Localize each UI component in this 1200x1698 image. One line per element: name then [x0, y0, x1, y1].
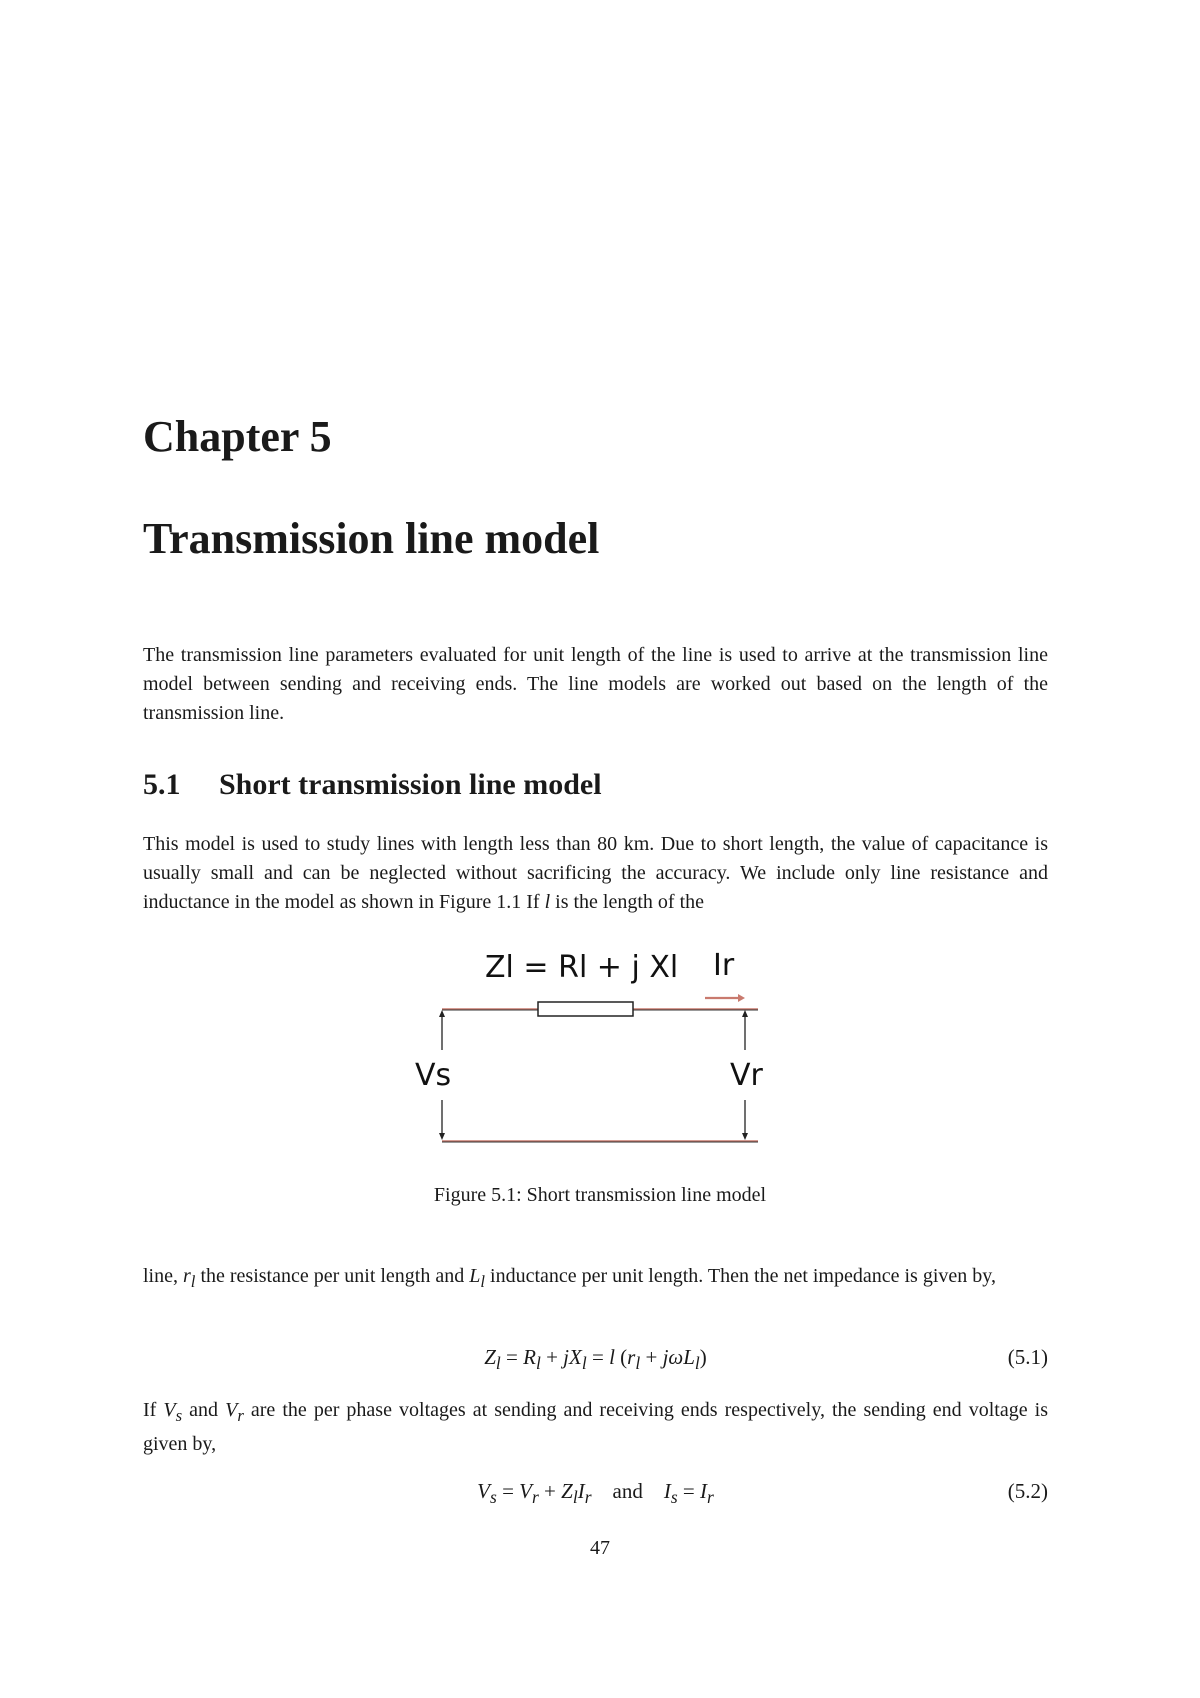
section-paragraph-2: line, $r_l$ the resistance per unit length and $L_l$ inductance per unit length. Then the net impedance is given by, — [143, 1265, 996, 1291]
section-paragraph-3: If $V_s$ and $V_r$ are the per phase voltages at sending and receiving ends respectively, the sending end voltage is given by, — [143, 1399, 1048, 1455]
section-title: Short transmission line model — [219, 768, 602, 801]
sending-voltage-label: Vs — [415, 1058, 452, 1093]
equation-5-2 — [143, 1476, 1048, 1506]
short-line-circuit-figure — [415, 945, 780, 1145]
chapter-label: Chapter 5 — [143, 412, 332, 461]
circuit-diagram — [415, 945, 780, 1145]
section-number: 5.1 — [143, 768, 181, 801]
equation-number: (5.1) — [1007, 1345, 1048, 1369]
figure-caption: Figure 5.1: Short transmission line model — [433, 1184, 767, 1206]
series-impedance-element — [538, 1002, 633, 1016]
current-label: Ir — [713, 948, 735, 983]
impedance-label: Zl = Rl + j Xl — [485, 950, 679, 985]
chapter-title: Transmission line model — [143, 514, 600, 563]
intro-paragraph: The transmission line parameters evaluated for unit length of the line is used to arrive at the transmission line model between sending and receiving ends. The line models are worked out based on the length of the transmission line. — [143, 644, 1048, 724]
page-number: 47 — [590, 1537, 610, 1559]
equation-5-1-body: $Z_l = R_l + jX_l = l$ $(r_l + j\omega L_l)$ — [484, 1345, 707, 1374]
section-paragraph-1: This model is used to study lines with length less than 80 km. Due to short length, the value of capacitance is usually small and can be neglected without sacrificing the accuracy. We include only line resistance and inductance in the model as shown in Figure 1.1 If l is the length of the — [143, 833, 1048, 913]
section-heading — [143, 770, 602, 800]
equation-5-1 — [143, 1342, 1048, 1372]
equation-5-2-body: $V_s = V_r + Z_lI_r$ and $I_s = I_r$ — [477, 1479, 714, 1508]
receiving-voltage-label: Vr — [730, 1058, 763, 1093]
equation-connector: and — [612, 1479, 643, 1503]
equation-number: (5.2) — [1007, 1479, 1048, 1503]
